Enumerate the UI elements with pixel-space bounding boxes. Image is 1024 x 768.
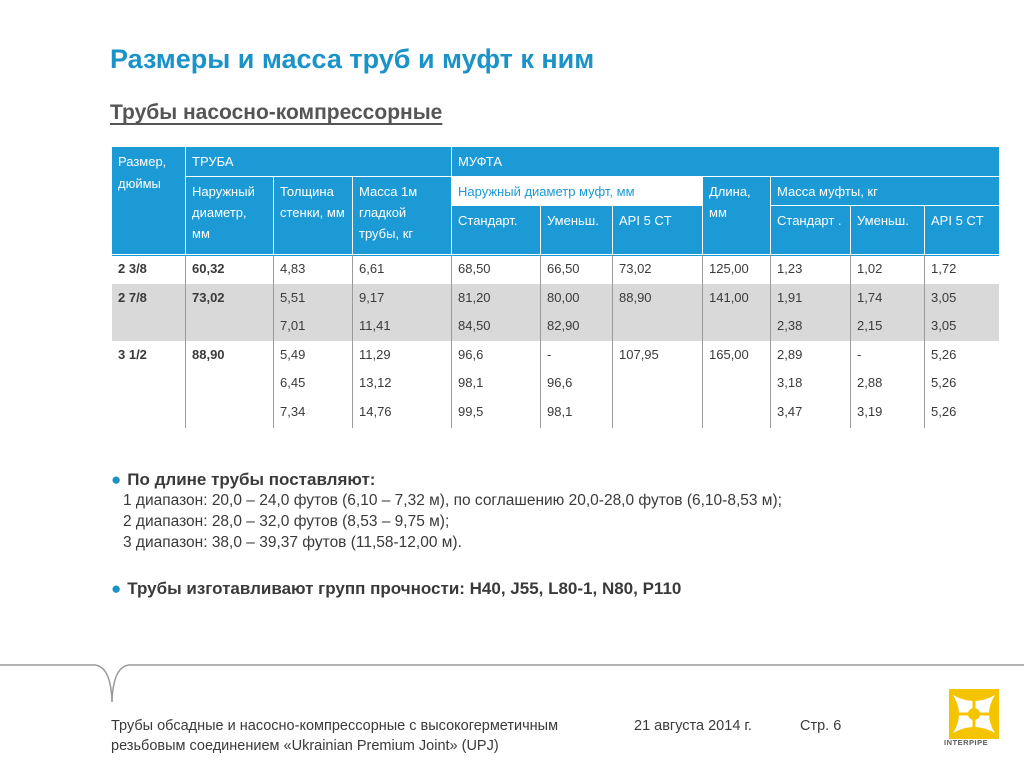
table-cell-m-std: 1,23	[777, 261, 803, 276]
table-cell-c-api: 73,02	[619, 261, 652, 276]
range-3: 3 диапазон: 38,0 – 39,37 футов (11,58-12,00 м).	[123, 534, 462, 551]
pipe-table	[112, 147, 999, 428]
table-cell-od: 88,90	[192, 347, 225, 362]
table-cell-m-red: 1,02	[857, 261, 883, 276]
table-cell-m-api: 3,05	[931, 290, 957, 305]
range-1: 1 диапазон: 20,0 – 24,0 футов (6,10 – 7,32 м), по соглашению 20,0-28,0 футов (6,10-8,53 м);	[123, 492, 782, 509]
header-pipe: ТРУБА	[186, 147, 451, 176]
table-cell-m-std: 2,89	[777, 347, 803, 362]
table-cell-mass: 11,41	[359, 318, 391, 333]
table-cell-mass: 13,12	[359, 375, 392, 390]
col-line	[273, 255, 274, 428]
header-reduced: Уменьш.	[541, 206, 612, 254]
table-cell-mass: 11,29	[359, 347, 391, 362]
page-subtitle: Трубы насосно-компрессорные	[110, 101, 443, 124]
table-cell-len: 125,00	[709, 261, 749, 276]
table-cell-c-api: 107,95	[619, 347, 659, 362]
logo-text: INTERPIPE	[944, 738, 989, 747]
table-cell-m-api: 5,26	[931, 347, 957, 362]
header-length: Длина, мм	[703, 177, 770, 254]
table-cell-wall: 5,49	[280, 347, 306, 362]
header-mass-1m: Масса 1м гладкой трубы, кг	[353, 177, 451, 254]
table-cell-c-red: 80,00	[547, 290, 580, 305]
table-cell-m-std: 3,18	[777, 375, 803, 390]
range-2: 2 диапазон: 28,0 – 32,0 футов (8,53 – 9,75 м);	[123, 513, 450, 530]
page-title: Размеры и масса труб и муфт к ним	[110, 44, 595, 74]
col-line	[185, 255, 186, 428]
header-api2: API 5 CT	[925, 206, 999, 254]
table-cell-m-api: 5,26	[931, 404, 957, 419]
col-line	[850, 255, 851, 428]
col-line	[612, 255, 613, 428]
table-cell-wall: 6,45	[280, 375, 306, 390]
header-coupling: МУФТА	[452, 147, 999, 176]
table-cell-m-api: 1,72	[931, 261, 957, 276]
length-bullet-text: По длине трубы поставляют:	[127, 470, 376, 489]
table-cell-wall: 7,34	[280, 404, 306, 419]
table-cell-c-red: 66,50	[547, 261, 580, 276]
header-reduced2: Уменьш.	[851, 206, 924, 254]
row-separator	[112, 255, 999, 256]
footer-page: Стр. 6	[800, 718, 842, 734]
table-cell-m-red: 3,19	[857, 404, 883, 419]
table-cell-m-red: 2,88	[857, 375, 883, 390]
col-line	[352, 255, 353, 428]
header-api: API 5 CT	[613, 206, 702, 254]
table-cell-od: 73,02	[192, 290, 225, 305]
table-cell-size: 2 3/8	[118, 261, 147, 276]
col-line	[924, 255, 925, 428]
table-cell-c-std: 99,5	[458, 404, 484, 419]
table-cell-m-std: 1,91	[777, 290, 803, 305]
table-cell-m-api: 3,05	[931, 318, 957, 333]
footer-date: 21 августа 2014 г.	[634, 718, 752, 734]
table-cell-mass: 9,17	[359, 290, 385, 305]
footer-line-1: Трубы обсадные и насосно-компрессорные с высокогерметичным	[111, 718, 559, 734]
table-cell-m-red: 2,15	[857, 318, 883, 333]
table-cell-od: 60,32	[192, 261, 225, 276]
table-cell-c-std: 84,50	[458, 318, 491, 333]
header-size: Размер, дюймы	[112, 147, 185, 254]
col-line	[540, 255, 541, 428]
table-cell-c-std: 98,1	[458, 375, 484, 390]
col-line	[702, 255, 703, 428]
footer-line-2: резьбовым соединением «Ukrainian Premium Joint» (UPJ)	[111, 738, 499, 754]
table-cell-wall: 5,51	[280, 290, 306, 305]
table-cell-len: 141,00	[709, 290, 749, 305]
footer-title	[111, 716, 558, 756]
interpipe-logo-icon	[949, 689, 999, 739]
table-cell-m-api: 5,26	[931, 375, 957, 390]
table-cell-c-api: 88,90	[619, 290, 652, 305]
table-cell-len: 165,00	[709, 347, 749, 362]
footer-divider	[0, 664, 1024, 704]
header-wall-thickness: Толщина стенки, мм	[274, 177, 352, 254]
table-cell-mass: 14,76	[359, 404, 392, 419]
col-line	[770, 255, 771, 428]
table-cell-m-red: 1,74	[857, 290, 883, 305]
circle-bullet-icon: ●	[111, 470, 122, 489]
table-cell-c-std: 81,20	[458, 290, 491, 305]
strength-bullet	[111, 579, 681, 599]
header-standard2: Стандарт .	[771, 206, 850, 254]
strength-bullet-text: Трубы изготавливают групп прочности: H40, J55, L80-1, N80, P110	[127, 579, 682, 598]
table-cell-c-std: 96,6	[458, 347, 484, 362]
table-cell-m-std: 3,47	[777, 404, 803, 419]
circle-bullet-icon: ●	[111, 579, 122, 598]
table-cell-wall: 7,01	[280, 318, 306, 333]
table-cell-c-std: 68,50	[458, 261, 491, 276]
header-coupling-od: Наружный диаметр муфт, мм	[452, 177, 702, 205]
table-cell-c-red: 82,90	[547, 318, 580, 333]
header-outer-diameter: Наружный диаметр, мм	[186, 177, 273, 254]
table-cell-wall: 4,83	[280, 261, 306, 276]
length-bullet	[111, 470, 375, 490]
table-cell-c-red: -	[547, 347, 552, 362]
table-cell-mass: 6,61	[359, 261, 385, 276]
table-cell-c-red: 96,6	[547, 375, 573, 390]
header-standard: Стандарт.	[452, 206, 540, 254]
table-cell-size: 3 1/2	[118, 347, 147, 362]
table-cell-m-red: -	[857, 347, 862, 362]
table-cell-m-std: 2,38	[777, 318, 803, 333]
table-cell-c-red: 98,1	[547, 404, 573, 419]
table-cell-size: 2 7/8	[118, 290, 147, 305]
header-coupling-mass: Масса муфты, кг	[771, 177, 999, 205]
col-line	[451, 255, 452, 428]
